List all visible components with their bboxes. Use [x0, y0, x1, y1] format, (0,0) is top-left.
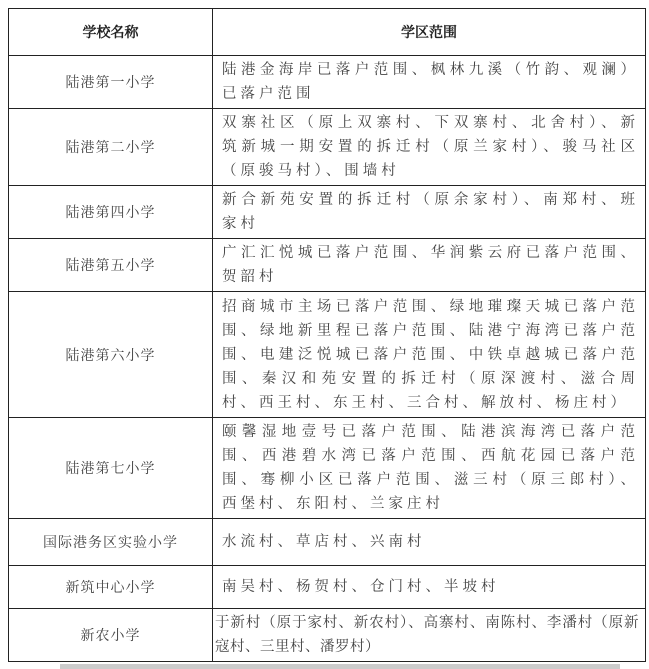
school-district-table [8, 8, 646, 662]
district-range: 于新村（原于家村、新农村）、高寨村、南陈村、李潘村（原新寇村、三里村、潘罗村） [213, 609, 646, 662]
table-row [9, 609, 646, 662]
table-row [9, 519, 646, 566]
school-name: 新筑中心小学 [9, 566, 213, 609]
school-name: 陆港第四小学 [9, 186, 213, 239]
school-name: 陆港第五小学 [9, 239, 213, 292]
district-range: 双寨社区（原上双寨村、下双寨村、北舍村）、新筑新城一期安置的拆迁村（原兰家村）、骏马社区（原骏马村）、围墙村 [213, 109, 646, 186]
table-row [9, 186, 646, 239]
school-name: 国际港务区实验小学 [9, 519, 213, 566]
table-row [9, 239, 646, 292]
district-range: 招商城市主场已落户范围、绿地璀璨天城已落户范围、绿地新里程已落户范围、陆港宁海湾已落户范围、电建泛悦城已落户范围、中铁卓越城已落户范围、秦汉和苑安置的拆迁村（原深渡村、滋合周村、西王村、东王村、三合村、解放村、杨庄村） [213, 292, 646, 418]
school-name: 陆港第七小学 [9, 418, 213, 519]
district-range: 陆港金海岸已落户范围、枫林九溪（竹韵、观澜）已落户范围 [213, 56, 646, 109]
school-name: 陆港第六小学 [9, 292, 213, 418]
table-row [9, 418, 646, 519]
district-range: 广汇汇悦城已落户范围、华润紫云府已落户范围、贺韶村 [213, 239, 646, 292]
school-name: 陆港第二小学 [9, 109, 213, 186]
district-range: 南吴村、杨贺村、仓门村、半坡村 [213, 566, 646, 609]
header-school-name: 学校名称 [9, 9, 213, 56]
table-header-row [9, 9, 646, 56]
table-row [9, 566, 646, 609]
district-range: 水流村、草店村、兴南村 [213, 519, 646, 566]
district-range: 新合新苑安置的拆迁村（原余家村）、南郑村、班家村 [213, 186, 646, 239]
school-name: 新农小学 [9, 609, 213, 662]
page-shadow [60, 664, 620, 669]
district-range: 颐馨湿地壹号已落户范围、陆港滨海湾已落户范围、西港碧水湾已落户范围、西航花园已落户范围、骞柳小区已落户范围、滋三村（原三郎村）、西堡村、东阳村、兰家庄村 [213, 418, 646, 519]
table-row [9, 56, 646, 109]
header-district-range: 学区范围 [213, 9, 646, 56]
table-row [9, 292, 646, 418]
school-name: 陆港第一小学 [9, 56, 213, 109]
table-row [9, 109, 646, 186]
